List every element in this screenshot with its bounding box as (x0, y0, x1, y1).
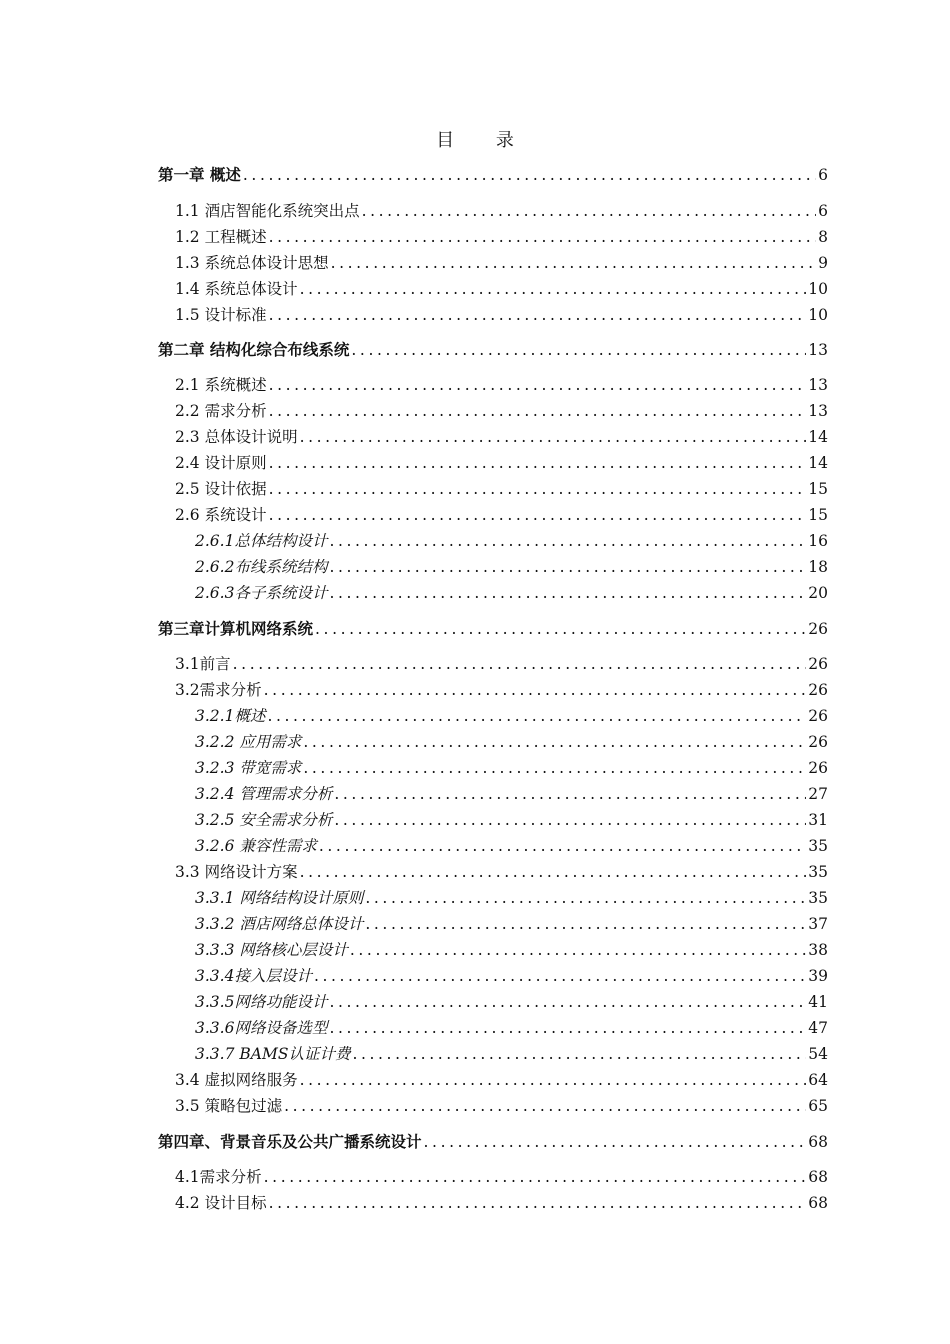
toc-page-number: 26 (808, 733, 828, 751)
toc-entry-label: 1.3 系统总体设计思想 (175, 254, 329, 272)
toc-entry-label: 3.2.2 应用需求 (195, 733, 302, 751)
toc-page-number: 64 (808, 1071, 828, 1089)
toc-dot-leader (334, 808, 806, 832)
toc-section-entry[interactable] (175, 251, 828, 275)
toc-dot-leader (329, 581, 806, 605)
toc-dot-leader (233, 652, 807, 676)
toc-dot-leader (352, 1042, 806, 1066)
toc-section-entry[interactable] (175, 399, 828, 423)
toc-section-entry[interactable] (195, 756, 828, 780)
toc-page-number: 14 (808, 454, 828, 472)
toc-dot-leader (269, 225, 817, 249)
toc-chapter-entry[interactable] (158, 1130, 828, 1154)
toc-entry-label: 2.5 设计依据 (175, 480, 267, 498)
toc-entry-label: 4.1需求分析 (175, 1168, 262, 1186)
toc-dot-leader (365, 886, 806, 910)
toc-entry-label: 3.3.2 酒店网络总体设计 (195, 915, 364, 933)
toc-section-entry[interactable] (175, 678, 828, 702)
toc-section-entry[interactable] (195, 808, 828, 832)
toc-entry-label: 2.6.3各子系统设计 (195, 584, 328, 602)
toc-entry-label: 3.3.1 网络结构设计原则 (195, 889, 364, 907)
toc-page-number: 16 (808, 532, 828, 550)
toc-section-entry[interactable] (175, 277, 828, 301)
toc-page-number: 10 (808, 306, 828, 324)
toc-dot-leader (303, 756, 806, 780)
toc-page-number: 14 (808, 428, 828, 446)
toc-entry-label: 2.6 系统设计 (175, 506, 267, 524)
toc-page-number: 39 (808, 967, 828, 985)
toc-dot-leader (243, 163, 816, 187)
toc-page-number: 13 (808, 341, 828, 359)
toc-entry-label: 2.2 需求分析 (175, 402, 267, 420)
toc-section-entry[interactable] (195, 555, 828, 579)
toc-chapter-entry[interactable] (158, 163, 828, 187)
toc-dot-leader (300, 277, 807, 301)
toc-dot-leader (331, 251, 817, 275)
toc-dot-leader (329, 555, 806, 579)
toc-page-number: 26 (808, 620, 828, 638)
toc-entry-label: 3.2需求分析 (175, 681, 262, 699)
toc-entry-label: 第三章计算机网络系统 (158, 620, 314, 638)
toc-entry-label: 3.3.6网络设备选型 (195, 1019, 328, 1037)
toc-dot-leader (315, 617, 806, 641)
toc-page-number: 20 (808, 584, 828, 602)
toc-dot-leader (329, 1016, 806, 1040)
toc-dot-leader (264, 1165, 807, 1189)
toc-chapter-entry[interactable] (158, 338, 828, 362)
toc-page-number: 35 (808, 889, 828, 907)
toc-entry-label: 第二章 结构化综合布线系统 (158, 341, 350, 359)
toc-entry-label: 3.5 策略包过滤 (175, 1097, 283, 1115)
toc-page-number: 35 (808, 863, 828, 881)
toc-section-entry[interactable] (175, 451, 828, 475)
toc-section-entry[interactable] (195, 886, 828, 910)
toc-page-number: 6 (818, 166, 828, 184)
toc-page-number: 31 (808, 811, 828, 829)
toc-page-number: 68 (808, 1133, 828, 1151)
toc-dot-leader (319, 834, 806, 858)
toc-page-number: 6 (818, 202, 828, 220)
toc-dot-leader (351, 338, 806, 362)
toc-entry-label: 3.2.6 兼容性需求 (195, 837, 317, 855)
toc-page-number: 18 (808, 558, 828, 576)
toc-section-entry[interactable] (175, 225, 828, 249)
toc-entry-label: 1.1 酒店智能化系统突出点 (175, 202, 360, 220)
toc-dot-leader (314, 964, 806, 988)
toc-entry-label: 3.2.4 管理需求分析 (195, 785, 333, 803)
toc-dot-leader (284, 1094, 806, 1118)
toc-section-entry[interactable] (195, 1042, 828, 1066)
toc-dot-leader (269, 1191, 807, 1215)
toc-entry-label: 1.5 设计标准 (175, 306, 267, 324)
toc-entry-label: 3.3.3 网络核心层设计 (195, 941, 348, 959)
toc-section-entry[interactable] (175, 1165, 828, 1189)
toc-entry-label: 4.2 设计目标 (175, 1194, 267, 1212)
toc-dot-leader (365, 912, 806, 936)
toc-section-entry[interactable] (195, 834, 828, 858)
toc-section-entry[interactable] (195, 730, 828, 754)
toc-page-number: 26 (808, 707, 828, 725)
toc-dot-leader (300, 860, 807, 884)
toc-dot-leader (269, 451, 807, 475)
toc-section-entry[interactable] (175, 303, 828, 327)
toc-dot-leader (424, 1130, 807, 1154)
toc-section-entry[interactable] (175, 1094, 828, 1118)
toc-page-number: 47 (808, 1019, 828, 1037)
toc-section-entry[interactable] (195, 964, 828, 988)
toc-dot-leader (329, 990, 806, 1014)
toc-page-number: 9 (818, 254, 828, 272)
toc-dot-leader (267, 704, 806, 728)
toc-dot-leader (329, 529, 806, 553)
toc-page-number: 13 (808, 376, 828, 394)
toc-dot-leader (362, 199, 817, 223)
toc-chapter-entry[interactable] (158, 617, 828, 641)
toc-section-entry[interactable] (175, 373, 828, 397)
toc-entry-label: 3.3.5网络功能设计 (195, 993, 328, 1011)
toc-entry-label: 第一章 概述 (158, 166, 241, 184)
toc-dot-leader (350, 938, 806, 962)
toc-section-entry[interactable] (175, 1191, 828, 1215)
toc-dot-leader (269, 373, 807, 397)
toc-section-entry[interactable] (195, 912, 828, 936)
toc-dot-leader (303, 730, 806, 754)
toc-page-number: 26 (808, 759, 828, 777)
toc-section-entry[interactable] (175, 477, 828, 501)
toc-entry-label: 3.3.7 BAMS认证计费 (195, 1045, 351, 1063)
toc-page-number: 8 (818, 228, 828, 246)
toc-entry-label: 2.4 设计原则 (175, 454, 267, 472)
toc-page-number: 37 (808, 915, 828, 933)
toc-section-entry[interactable] (195, 704, 828, 728)
toc-page-number: 27 (808, 785, 828, 803)
toc-entry-label: 3.1前言 (175, 655, 231, 673)
toc-entry-label: 3.3 网络设计方案 (175, 863, 298, 881)
toc-entry-label: 2.6.2布线系统结构 (195, 558, 328, 576)
toc-entry-label: 2.6.1总体结构设计 (195, 532, 328, 550)
toc-entry-label: 1.4 系统总体设计 (175, 280, 298, 298)
toc-page-number: 68 (808, 1168, 828, 1186)
toc-section-entry[interactable] (175, 199, 828, 223)
toc-dot-leader (300, 425, 807, 449)
toc-page-number: 65 (808, 1097, 828, 1115)
toc-entry-label: 3.4 虚拟网络服务 (175, 1071, 298, 1089)
toc-section-entry[interactable] (175, 652, 828, 676)
toc-section-entry[interactable] (175, 1068, 828, 1092)
toc-page-number: 10 (808, 280, 828, 298)
toc-entry-label: 1.2 工程概述 (175, 228, 267, 246)
toc-dot-leader (300, 1068, 807, 1092)
toc-page-number: 35 (808, 837, 828, 855)
toc-page-number: 15 (808, 506, 828, 524)
toc-page-number: 54 (808, 1045, 828, 1063)
page-title: 目 录 (436, 130, 532, 151)
toc-section-entry[interactable] (175, 425, 828, 449)
toc-dot-leader (269, 477, 807, 501)
toc-dot-leader (264, 678, 807, 702)
toc-page-number: 68 (808, 1194, 828, 1212)
toc-section-entry[interactable] (175, 860, 828, 884)
toc-page-number: 26 (808, 655, 828, 673)
toc-dot-leader (269, 303, 807, 327)
toc-page-number: 26 (808, 681, 828, 699)
toc-dot-leader (269, 399, 807, 423)
toc-entry-label: 3.3.4接入层设计 (195, 967, 312, 985)
toc-section-entry[interactable] (195, 990, 828, 1014)
toc-dot-leader (269, 503, 807, 527)
toc-section-entry[interactable] (175, 503, 828, 527)
toc-entry-label: 3.2.1概述 (195, 707, 266, 725)
toc-page-number: 41 (808, 993, 828, 1011)
toc-dot-leader (334, 782, 806, 806)
toc-page-number: 13 (808, 402, 828, 420)
toc-section-entry[interactable] (195, 938, 828, 962)
toc-entry-label: 2.3 总体设计说明 (175, 428, 298, 446)
toc-page-number: 15 (808, 480, 828, 498)
toc-entry-label: 3.2.3 带宽需求 (195, 759, 302, 777)
toc-section-entry[interactable] (195, 581, 828, 605)
toc-entry-label: 2.1 系统概述 (175, 376, 267, 394)
toc-entry-label: 3.2.5 安全需求分析 (195, 811, 333, 829)
toc-section-entry[interactable] (195, 1016, 828, 1040)
toc-section-entry[interactable] (195, 529, 828, 553)
toc-page-number: 38 (808, 941, 828, 959)
toc-section-entry[interactable] (195, 782, 828, 806)
toc-entry-label: 第四章、背景音乐及公共广播系统设计 (158, 1133, 422, 1151)
